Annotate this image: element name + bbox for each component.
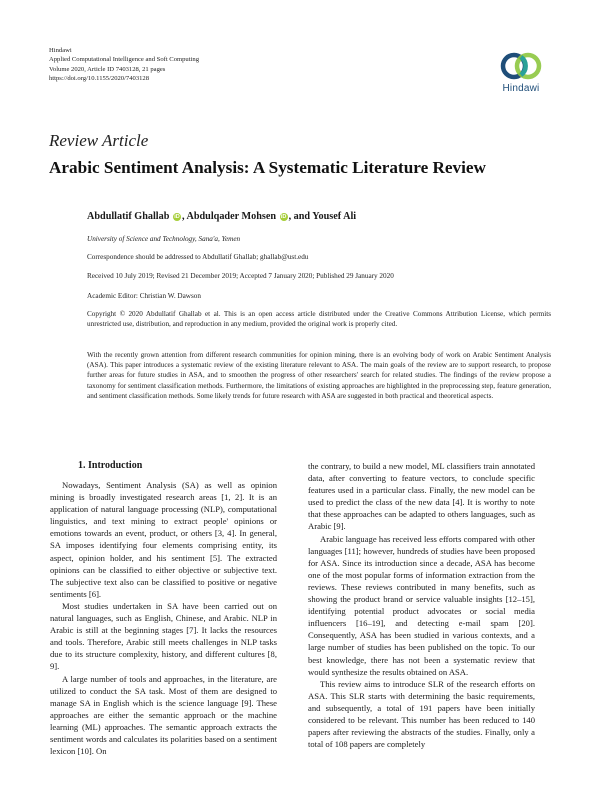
hindawi-logo — [496, 51, 546, 94]
author-name[interactable]: Abdulqader Mohsen — [186, 211, 277, 222]
abstract: With the recently grown attention from different research communities for opinion mining, there is an evolving body of work on Arabic Sentiment Analysis (ASA). This paper introduces a systematic review of the existing literature relevant to ASA. The main goals of the review are to support research, to propose further areas for future studies in ASA, and to smoothen the progress of other researchers' search for related studies. The findings of the review propose a taxonomy for sentiment classification methods. Furthermore, the limitations of existing approaches are highlighted in the preprocessing step, feature generation, and sentiment classification methods. Some likely trends for future research with ASA are suggested in both practical and theoretical aspects. — [87, 351, 551, 400]
author-name[interactable]: Yousef Ali — [312, 211, 357, 222]
body-paragraph: the contrary, to build a new model, ML classifiers train annotated data, after converting to feature vectors, to conclude specific features used in a particular class. Finally, the new model can be used to predict the class of the new data [4]. It is worthy to note that these approaches can be adapted to others languages, such as Arabic [9]. — [308, 461, 535, 532]
journal-volume: Volume 2020, Article ID 7403128, 21 pages — [49, 65, 166, 73]
journal-name: Applied Computational Intelligence and Soft Computing — [49, 56, 199, 64]
body-paragraph: Arabic language has received less efforts compared with other languages [11]; however, hundreds of studies have been proposed for ASA. Since its introduction since a decade, ASA has become one of the most popular forms of information extraction from the reviews. These reviews contributed in many benefits, such as showing the product brand or service valuable insights [12–15], identifying potential product advocates or social media influencers [16–19], and detecting e-mail spam [20]. Consequently, ASA has been studied in various contexts, and a large number of studies has been published on the topic. To our best knowledge, there has not been a systematic review that would synthesize the results obtained on ASA. — [308, 533, 535, 677]
body-column-left — [50, 460, 277, 757]
body-paragraph: Nowadays, Sentiment Analysis (SA) as well as opinion mining is broadly investigated research areas [1, 2]. It is an application of natural language processing (NLP), computational linguistics, and text mining to extract people' opinions or emotions towards an event, product, or others [3, 4]. In general, SA imposes identifying four elements comprising entity, its aspect, opinion holder, and his sentiment [5]. The extracted opinions can be classified to either objective or subjective text. The subjective text also can be classified to positive or negative sentiments [6]. — [50, 480, 277, 599]
correspondence: Correspondence should be addressed to Abdullatif Ghallab; ghallab@ust.edu — [87, 253, 309, 261]
paper-title: Arabic Sentiment Analysis: A Systematic Literature Review — [49, 158, 486, 177]
doi-link[interactable]: https://doi.org/10.1155/2020/7403128 — [49, 74, 150, 82]
body-paragraph: This review aims to introduce SLR of the research efforts on ASA. This SLR starts with determining the basic requirements, and subsequently, a total of 191 papers have been initially considered to be relevant. This number has been reduced to 140 papers after reviewing the abstracts of the studies. Finally, only a total of 108 papers are completely — [308, 678, 535, 750]
article-type: Review Article — [49, 131, 149, 150]
publication-dates: Received 10 July 2019; Revised 21 December 2019; Accepted 7 January 2020; Published 29 January 2020 — [87, 272, 394, 280]
logo-wordmark: Hindawi — [502, 83, 540, 94]
hindawi-logo-icon — [499, 51, 543, 81]
author-name[interactable]: Abdullatif Ghallab — [87, 211, 170, 222]
section-heading: 1. Introduction — [78, 460, 143, 471]
publisher-name: Hindawi — [49, 47, 72, 54]
orcid-icon[interactable]: iD — [174, 214, 180, 220]
body-paragraph: A large number of tools and approaches, in the literature, are utilized to conduct the SA task. Most of them are designed to manage SA in English which is the science language [9]. These approaches are either the semantic approach or the machine learning (ML) approaches. The semantic approach extracts the sentiment words and calculates its polarities based on a sentiment lexicon [10]. On — [50, 673, 277, 757]
academic-editor: Academic Editor: Christian W. Dawson — [87, 292, 201, 300]
journal-info — [49, 46, 349, 83]
author-list — [87, 211, 356, 222]
author-separator: , — [181, 211, 187, 222]
author-separator: , and — [288, 211, 313, 222]
body-column-right — [308, 460, 535, 750]
orcid-icon[interactable]: iD — [280, 214, 287, 220]
body-paragraph: Most studies undertaken in SA have been carried out on natural languages, such as English, Chinese, and Arabic. NLP in Arabic is still at the beginning stages [7]. It lacks the resources and tools. Therefore, Arabic still meets challenges in NLP tasks due to its structure complexity, history, and different cultures [8, 9]. — [50, 600, 277, 672]
affiliation: University of Science and Technology, Sana'a, Yemen — [87, 235, 241, 243]
copyright-notice: Copyright © 2020 Abdullatif Ghallab et al. This is an open access article distributed under the Creative Commons Attribution License, which permits unrestricted use, distribution, and reproduction in any medium, provided the original work is properly cited. — [87, 310, 551, 329]
